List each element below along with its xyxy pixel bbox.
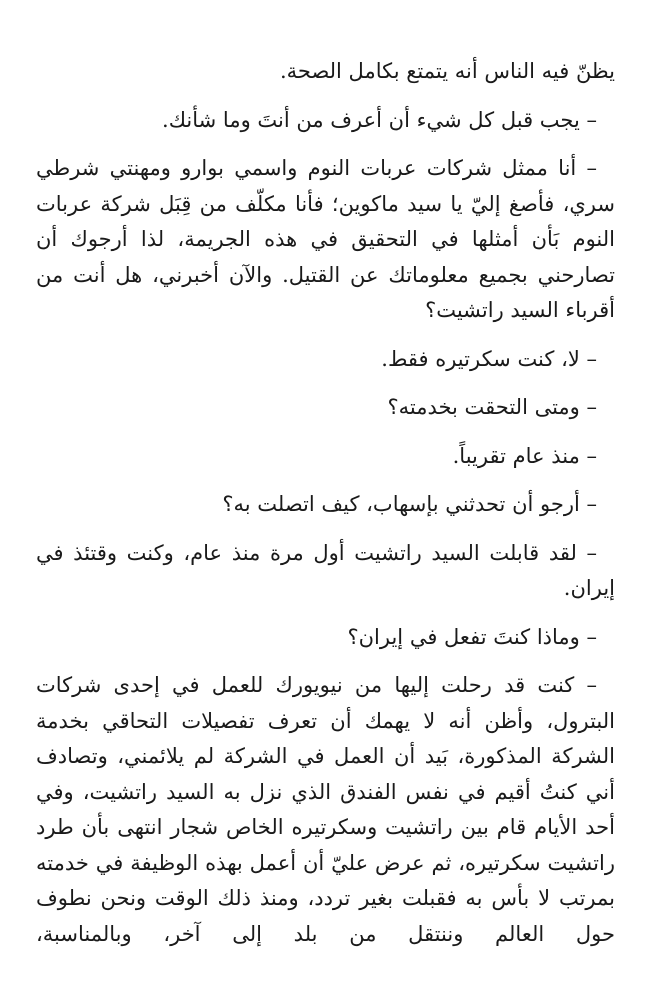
- paragraph: – لا، كنت سكرتيره فقط.: [381, 346, 597, 371]
- paragraph: – أنا ممثل شركات عربات النوم واسمي بوارو ومهنتي شرطي سري، فأصغ إليّ يا سيد ماكوين؛ فأنا مكلّف من قِبَل شركة عربات النوم بَأن أمثلها في التحقيق في هذه الجريمة، لذا أرجوك أن تصارحني بجميع معلوماتك عن القتيل. والآن أخبرني، هل أنت من أقرباء السيد راتشيت؟: [36, 156, 615, 322]
- paragraph: – وماذا كنتَ تفعل في إيران؟: [347, 624, 597, 649]
- paragraph: – كنت قد رحلت إليها من نيويورك للعمل في إحدى شركات البترول، وأظن أنه لا يهمك أن تعرف تفصيلات التحاقي بخدمة الشركة المذكورة، بَيد أن العمل في الشركة لم يلائمني، وتصادف أني كنتُ أقيم في نفس الفندق الذي نزل به السيد راتشيت، وفي أحد الأيام قام بين راتشيت وسكرتيره الخاص شجار انتهى بأن طرد راتشيت سكرتيره، ثم عرض عليّ أن أعمل بهذه الوظيفة في خدمته بمرتب لا بأس به فقبلت بغير تردد، ومنذ ذلك الوقت ونحن نطوف حول العالم وننتقل من بلد إلى آخر، وبالمناسبة،: [36, 673, 615, 946]
- paragraph: – يجب قبل كل شيء أن أعرف من أنتَ وما شأنك.: [162, 107, 597, 132]
- paragraph: يظنّ فيه الناس أنه يتمتع بكامل الصحة.: [279, 59, 615, 83]
- paragraph: – ومتى التحقت بخدمته؟: [387, 395, 597, 419]
- book-page: [36, 54, 615, 965]
- paragraph: – لقد قابلت السيد راتشيت أول مرة منذ عام، وكنت وقتئذ في إيران.: [36, 540, 615, 600]
- paragraph: – منذ عام تقريباً.: [452, 443, 597, 468]
- paragraph: – أرجو أن تحدثني بإسهاب، كيف اتصلت به؟: [222, 492, 597, 516]
